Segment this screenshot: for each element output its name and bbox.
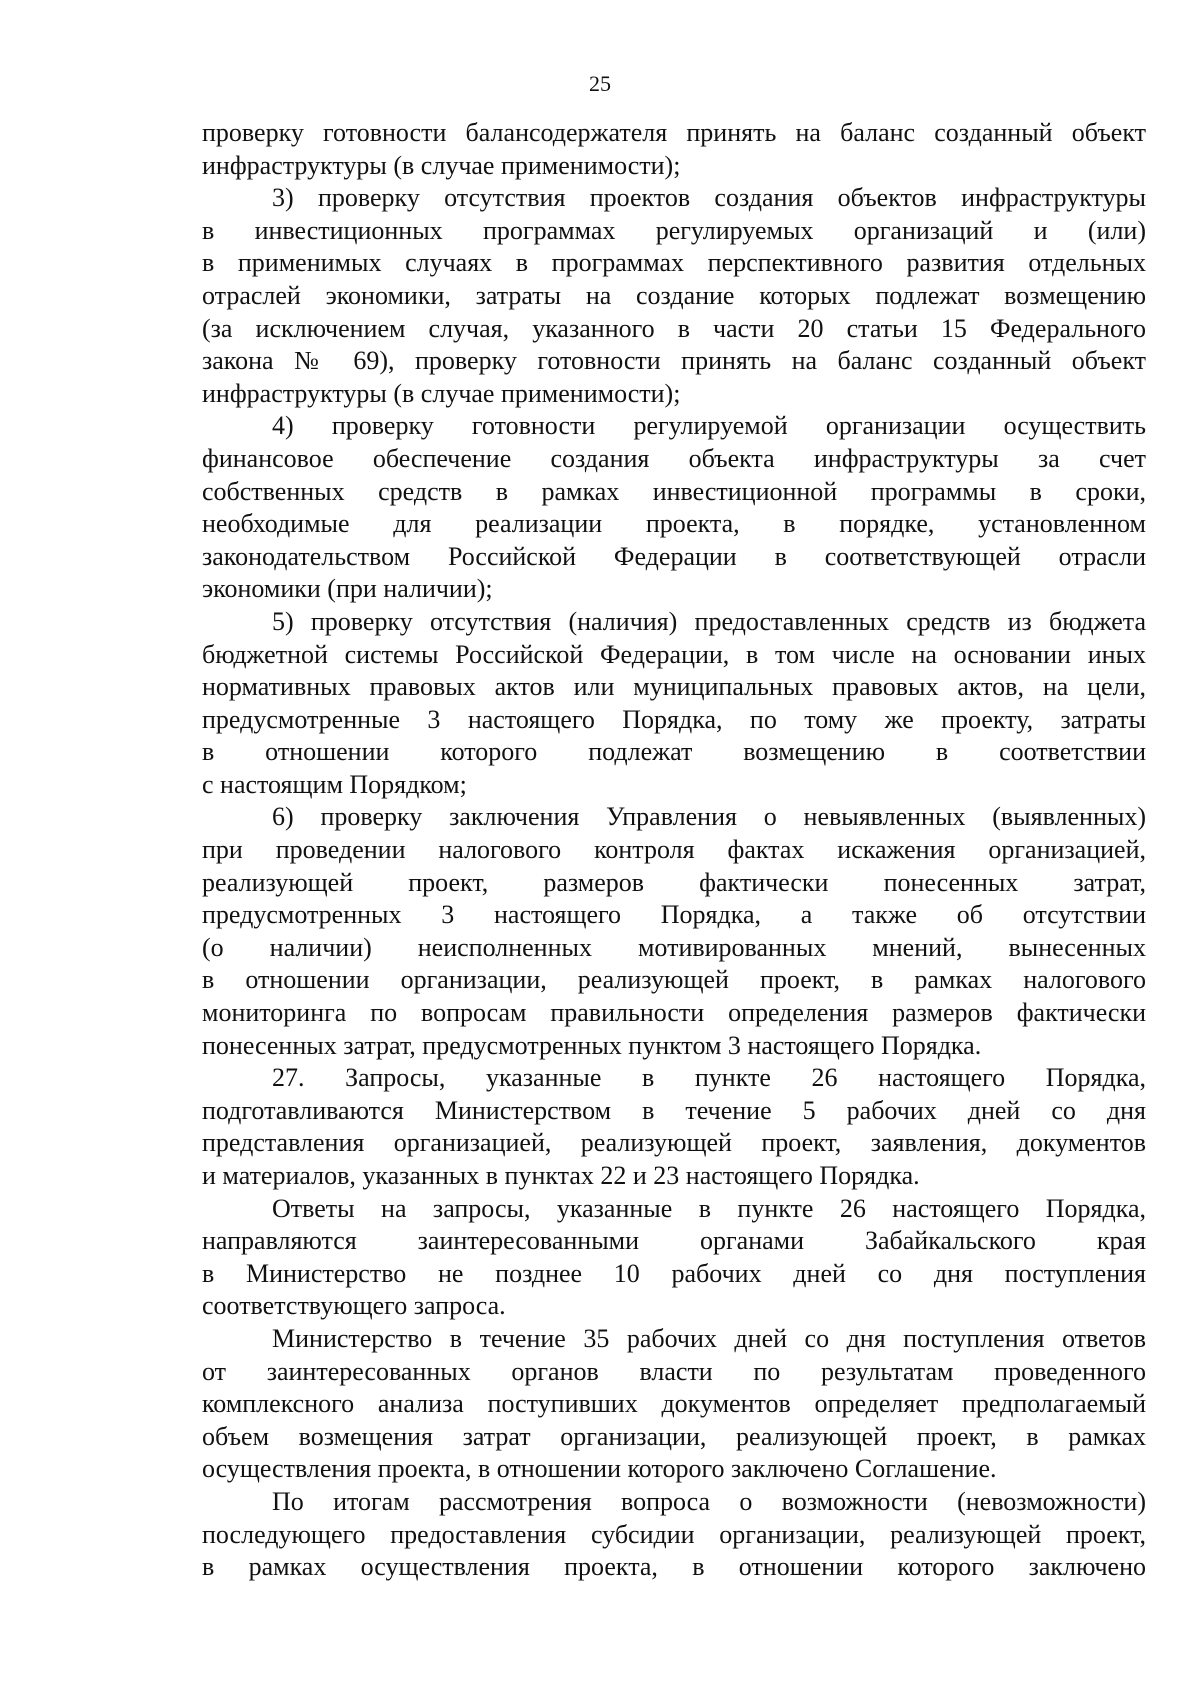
paragraph: [202, 1062, 1146, 1192]
text-line: бюджетной системы Российской Федерации, в том числе на основании иных: [202, 639, 1146, 669]
text-line: направляются заинтересованными органами Забайкальского края: [202, 1226, 1146, 1256]
text-line: экономики (при наличии);: [202, 574, 493, 604]
text-line: Министерство в течение 35 рабочих дней со дня поступления ответов: [272, 1323, 1146, 1353]
text-line: инфраструктуры (в случае применимости);: [202, 378, 681, 408]
paragraph: [202, 410, 1146, 606]
page-number: 25: [589, 71, 611, 96]
text-line: предусмотренные 3 настоящего Порядка, по тому же проекту, затраты: [202, 704, 1146, 734]
text-line: Ответы на запросы, указанные в пункте 26 настоящего Порядка,: [272, 1193, 1146, 1223]
text-line: 6) проверку заключения Управления о невыявленных (выявленных): [272, 802, 1146, 832]
text-line: финансовое обеспечение создания объекта инфраструктуры за счет: [202, 443, 1146, 473]
text-line: мониторинга по вопросам правильности определения размеров фактически: [202, 998, 1146, 1028]
text-line: предусмотренных 3 настоящего Порядка, а также об отсутствии: [202, 900, 1146, 930]
text-line: в рамках осуществления проекта, в отношении которого заключено: [202, 1552, 1146, 1582]
text-line: комплексного анализа поступивших документов определяет предполагаемый: [202, 1389, 1146, 1419]
text-line: в отношении которого подлежат возмещению в соответствии: [202, 737, 1146, 767]
text-line: объем возмещения затрат организации, реализующей проект, в рамках: [202, 1421, 1146, 1451]
text-line: проверку готовности балансодержателя принять на баланс созданный объект: [202, 118, 1146, 147]
text-line: понесенных затрат, предусмотренных пунктом 3 настоящего Порядка.: [202, 1030, 982, 1060]
text-line: соответствующего запроса.: [202, 1291, 506, 1321]
text-line: в Министерство не позднее 10 рабочих дней со дня поступления: [202, 1258, 1146, 1288]
text-line: представления организацией, реализующей проект, заявления, документов: [202, 1128, 1146, 1158]
text-line: закона № 69), проверку готовности принять на баланс созданный объект: [202, 346, 1146, 376]
text-line: при проведении налогового контроля фактах искажения организацией,: [202, 835, 1146, 865]
paragraph: [202, 117, 1146, 182]
paragraph: [202, 1323, 1146, 1486]
document-body: [202, 117, 1146, 1584]
paragraph: [202, 801, 1146, 1062]
text-line: 27. Запросы, указанные в пункте 26 настоящего Порядка,: [272, 1063, 1146, 1093]
text-line: реализующей проект, размеров фактически понесенных затрат,: [202, 867, 1146, 897]
text-line: По итогам рассмотрения вопроса о возможности (невозможности): [272, 1486, 1146, 1516]
text-line: подготавливаются Министерством в течение 5 рабочих дней со дня: [202, 1095, 1146, 1125]
text-line: 4) проверку готовности регулируемой организации осуществить: [272, 411, 1146, 441]
text-line: осуществления проекта, в отношении которого заключено Соглашение.: [202, 1454, 997, 1484]
text-line: в инвестиционных программах регулируемых организаций и (или): [202, 215, 1146, 245]
text-line: с настоящим Порядком;: [202, 769, 467, 799]
text-line: (за исключением случая, указанного в части 20 статьи 15 Федерального: [202, 313, 1146, 343]
text-line: (о наличии) неисполненных мотивированных мнений, вынесенных: [202, 932, 1146, 962]
text-line: и материалов, указанных в пунктах 22 и 23 настоящего Порядка.: [202, 1161, 920, 1190]
paragraph: [202, 606, 1146, 802]
text-line: необходимые для реализации проекта, в порядке, установленном: [202, 509, 1146, 539]
text-line: в применимых случаях в программах перспективного развития отдельных: [202, 248, 1146, 278]
text-line: последующего предоставления субсидии организации, реализующей проект,: [202, 1519, 1146, 1549]
text-line: собственных средств в рамках инвестиционной программы в сроки,: [202, 476, 1146, 506]
paragraph: [202, 182, 1146, 410]
text-line: отраслей экономики, затраты на создание которых подлежат возмещению: [202, 280, 1146, 310]
text-line: от заинтересованных органов власти по результатам проведенного: [202, 1356, 1146, 1386]
text-line: 3) проверку отсутствия проектов создания объектов инфраструктуры: [272, 183, 1146, 213]
paragraph: [202, 1193, 1146, 1323]
text-line: в отношении организации, реализующей проект, в рамках налогового: [202, 965, 1146, 995]
paragraph: [202, 1486, 1146, 1584]
text-line: инфраструктуры (в случае применимости);: [202, 150, 681, 180]
text-line: нормативных правовых актов или муниципальных правовых актов, на цели,: [202, 672, 1146, 702]
text-line: 5) проверку отсутствия (наличия) предоставленных средств из бюджета: [272, 606, 1146, 636]
text-line: законодательством Российской Федерации в соответствующей отрасли: [202, 541, 1146, 571]
